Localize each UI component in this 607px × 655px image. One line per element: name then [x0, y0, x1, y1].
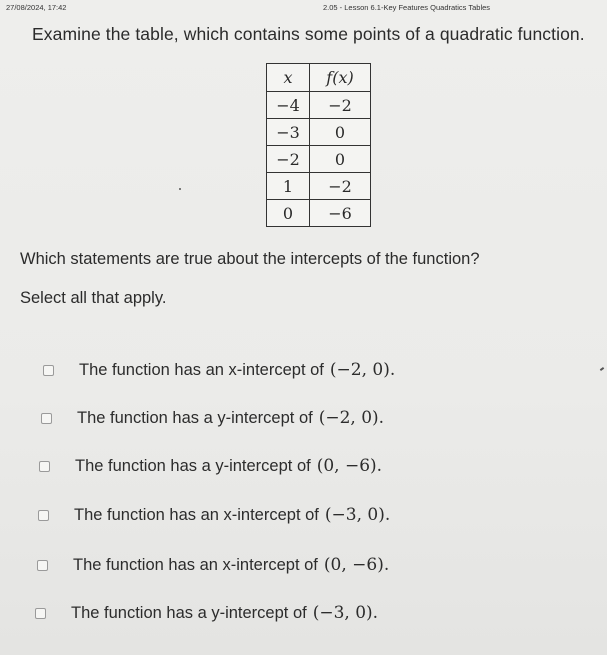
table-header-fx: f(x): [310, 64, 371, 92]
table-cell-fx: 0: [310, 146, 371, 173]
table-cell-x: −4: [267, 92, 310, 119]
stray-dot-mark: [179, 188, 181, 190]
lesson-title: 2.05 - Lesson 6.1-Key Features Quadratics Tables: [323, 3, 491, 12]
answer-option[interactable]: [38, 505, 390, 525]
option-label: The function has a y-intercept of: [77, 408, 313, 427]
table-cell-x: −3: [267, 119, 310, 146]
question-prompt: Examine the table, which contains some points of a quadratic function.: [32, 24, 585, 44]
table-header-x: x: [267, 64, 310, 92]
option-label: The function has a y-intercept of: [71, 603, 307, 622]
answer-option[interactable]: [43, 360, 395, 380]
option-label: The function has a y-intercept of: [75, 456, 311, 475]
table-cell-x: 1: [267, 173, 310, 200]
table-cell-fx: −6: [310, 200, 371, 227]
table-header-row: [267, 64, 371, 92]
stray-tick-mark: [600, 367, 604, 371]
question-text: Which statements are true about the intercepts of the function?: [20, 250, 480, 268]
option-checkbox[interactable]: [41, 413, 52, 424]
option-checkbox[interactable]: [39, 461, 50, 472]
option-point: (0, −6).: [316, 456, 383, 476]
table-row: [267, 92, 371, 119]
answer-option[interactable]: [37, 555, 389, 575]
answer-option[interactable]: [41, 408, 384, 428]
answer-option[interactable]: [39, 456, 382, 476]
option-point: (−3, 0).: [312, 603, 379, 623]
table-row: [267, 200, 371, 227]
table-row: [267, 173, 371, 200]
instruction-text: Select all that apply.: [20, 289, 167, 307]
table-cell-x: −2: [267, 146, 310, 173]
option-point: (−3, 0).: [324, 505, 391, 525]
answer-option[interactable]: [35, 603, 378, 623]
option-point: (0, −6).: [323, 555, 390, 575]
print-header: [6, 3, 601, 15]
option-checkbox[interactable]: [38, 510, 49, 521]
option-point: (−2, 0).: [318, 408, 385, 428]
option-checkbox[interactable]: [35, 608, 46, 619]
table-cell-fx: −2: [310, 173, 371, 200]
option-checkbox[interactable]: [43, 365, 54, 376]
table-cell-x: 0: [267, 200, 310, 227]
table-row: [267, 146, 371, 173]
option-point: (−2, 0).: [329, 360, 396, 380]
print-timestamp: 27/08/2024, 17:42: [6, 3, 67, 12]
table-cell-fx: −2: [310, 92, 371, 119]
option-label: The function has an x-intercept of: [73, 555, 318, 574]
option-checkbox[interactable]: [37, 560, 48, 571]
function-values-table: [266, 63, 371, 227]
table-cell-fx: 0: [310, 119, 371, 146]
option-label: The function has an x-intercept of: [74, 505, 319, 524]
table-row: [267, 119, 371, 146]
option-label: The function has an x-intercept of: [79, 360, 324, 379]
